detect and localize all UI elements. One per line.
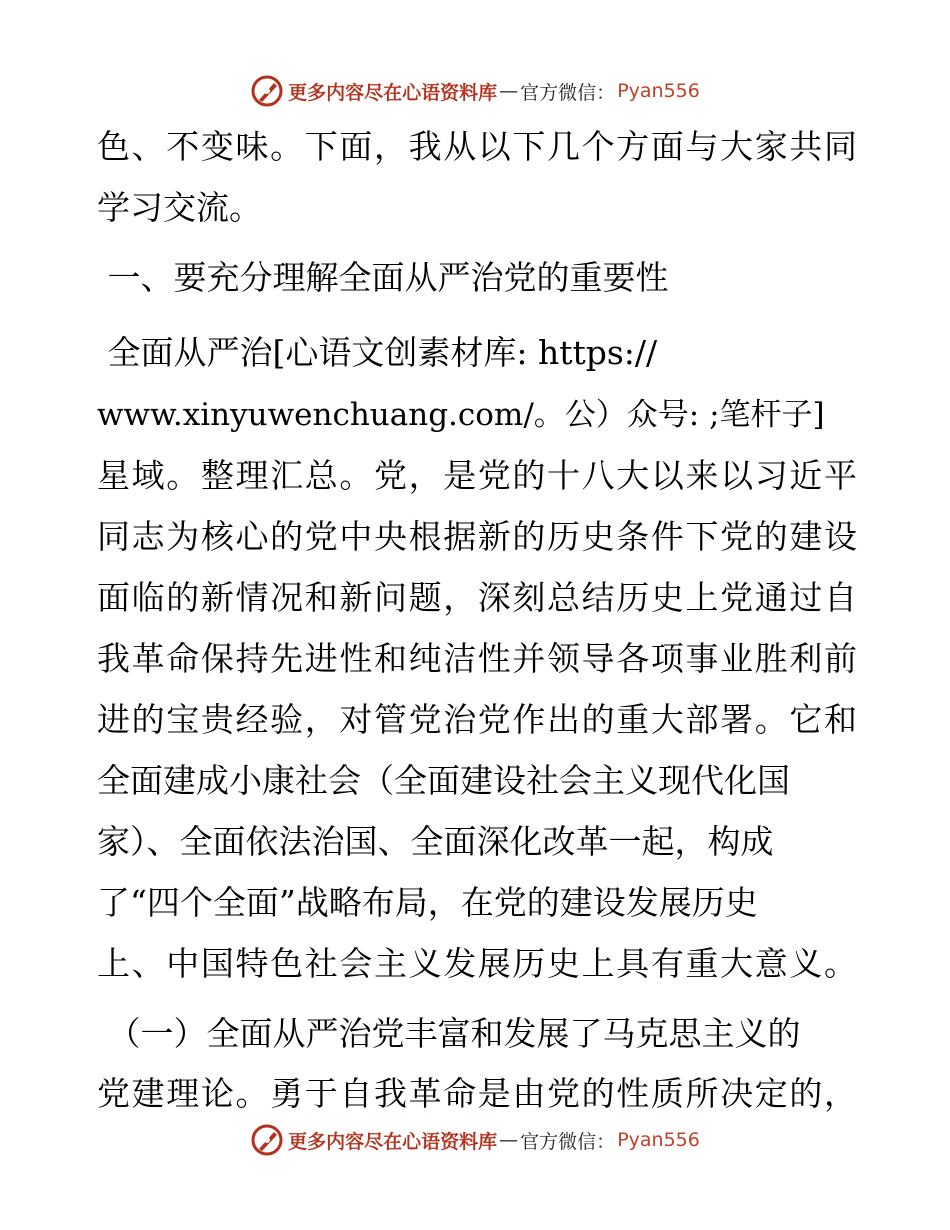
body-line: 面临的新情况和新问题，深刻总结历史上党通过自	[97, 578, 857, 617]
header-wechat-label: 官方微信：	[520, 81, 616, 104]
header-wechat-id: Pyan556	[617, 80, 700, 102]
body-line: 我革命保持先进性和纯洁性并领导各项事业胜利前	[97, 639, 857, 678]
pen-logo-icon	[250, 74, 284, 108]
footer-mark-text: 更多内容尽在心语资料库	[288, 1130, 498, 1153]
body-line: www.xinyuwenchuang.com/。公）众号: ;笔杆子]	[97, 397, 825, 433]
body-line: 全面从严治[心语文创素材库: https://	[97, 333, 658, 372]
footer-wechat-id: Pyan556	[617, 1129, 700, 1151]
footer-watermark	[0, 1120, 950, 1160]
body-line: 了“四个全面”战略布局，在党的建设发展历史	[97, 883, 758, 922]
section-heading: 一、要充分理解全面从严治党的重要性	[97, 258, 669, 297]
pen-logo-icon	[250, 1123, 284, 1157]
body-line: 全面建成小康社会（全面建设社会主义现代化国	[97, 761, 790, 800]
header-separator: —	[499, 80, 519, 102]
header-watermark	[0, 71, 950, 111]
body-line: 进的宝贵经验，对管党治党作出的重大部署。它和	[97, 700, 857, 739]
body-line: 色、不变味。下面，我从以下几个方面与大家共同	[97, 127, 857, 166]
footer-wechat-label: 官方微信：	[520, 1130, 616, 1153]
body-line: 同志为核心的党中央根据新的历史条件下党的建设	[97, 517, 857, 556]
body-line: 家）、全面依法治国、全面深化改革一起，构成	[97, 822, 774, 861]
body-line: 党建理论。勇于自我革命是由党的性质所决定的，	[97, 1074, 857, 1113]
body-line: 学习交流。	[97, 188, 262, 227]
body-line: 上、中国特色社会主义发展历史上具有重大意义。	[97, 944, 857, 983]
footer-separator: —	[499, 1129, 519, 1151]
body-line: 星域。整理汇总。党，是党的十八大以来以习近平	[97, 456, 857, 495]
header-mark-text: 更多内容尽在心语资料库	[288, 81, 498, 104]
subsection-heading: （一）全面从严治党丰富和发展了马克思主义的	[97, 1014, 801, 1053]
